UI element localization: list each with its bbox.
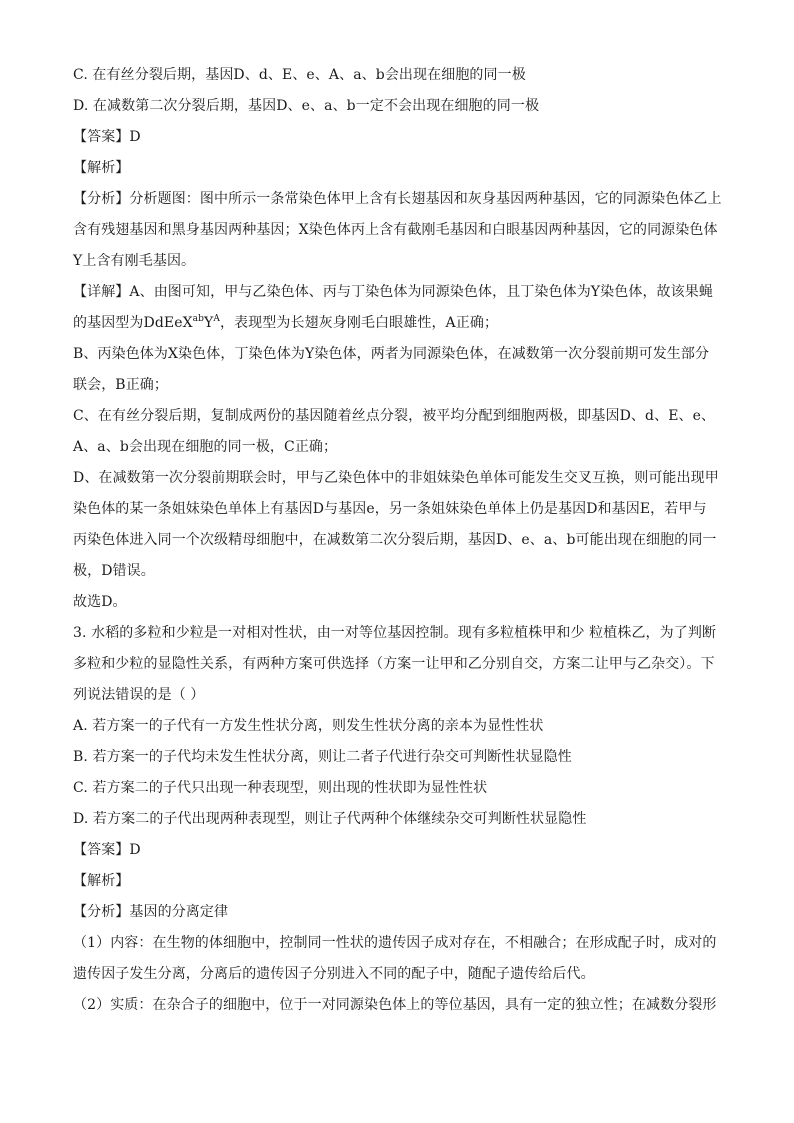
q3-stem-line: 列说法错误的是（ ） — [73, 687, 205, 703]
q3-option-a: A. 若方案一的子代有一方发生性状分离，则发生性状分离的亲本为显性性状 — [73, 718, 544, 734]
q2-option-d: D. 在减数第二次分裂后期，基因D、e、a、b一定不会出现在细胞的同一极 — [73, 98, 540, 114]
q2-detail-line: 丙染色体进入同一个次级精母细胞中，在减数第二次分裂后期，基因D、e、a、b可能出现在细胞的同一 — [73, 532, 717, 548]
q2-detail-line: 极，D错误。 — [73, 563, 155, 579]
q2-detail-a-line1: 【详解】A、由图可知，甲与乙染色体、丙与丁染色体为同源染色体，且丁染色体为Y染色体，故该果蝇 — [73, 284, 713, 300]
q2-option-c: C. 在有丝分裂后期，基因D、d、E、e、A、a、b会出现在细胞的同一极 — [73, 67, 526, 83]
q2-conclusion: 故选D。 — [73, 594, 127, 610]
q2-detail-line: D、在减数第一次分裂前期联会时，甲与乙染色体中的非姐妹染色单体可能发生交叉互换，则可能出现甲 — [73, 470, 719, 486]
q3-option-d: D. 若方案二的子代出现两种表现型，则让子代两种个体继续杂交可判断性状显隐性 — [73, 811, 587, 827]
q2-analysis-line: 含有残翅基因和黑身基因两种基因；X染色体丙上含有截刚毛基因和白眼基因两种基因，它的同源染色体 — [73, 222, 718, 238]
genotype-sup-ab: ab — [192, 314, 204, 324]
q3-analysis-line: 遗传因子发生分离，分离后的遗传因子分别进入不同的配子中，随配子遗传给后代。 — [73, 966, 595, 982]
q3-analysis-heading: 【解析】 — [73, 873, 130, 889]
genotype-prefix: 的基因型为DdEeX — [73, 315, 193, 331]
q2-detail-line: B、丙染色体为X染色体，丁染色体为Y染色体，两者为同源染色体，在减数第一次分裂前期可发生部分 — [73, 346, 710, 362]
q2-analysis-line: 【分析】分析题图：图中所示一条常染色体甲上含有长翅基因和灰身基因两种基因，它的同源染色体乙上 — [73, 191, 722, 207]
q3-analysis-line: （2）实质：在杂合子的细胞中，位于一对同源染色体上的等位基因，具有一定的独立性；在减数分裂形 — [73, 997, 717, 1013]
q3-option-b: B. 若方案一的子代均未发生性状分离，则让二者子代进行杂交可判断性状显隐性 — [73, 749, 572, 765]
genotype-sup-a: A — [213, 314, 220, 324]
genotype-suffix: ，表现型为长翅灰身刚毛白眼雄性，A正确； — [219, 315, 499, 331]
q2-detail-line: C、在有丝分裂后期，复制成两份的基因随着丝点分裂，被平均分配到细胞两极，即基因D、d、E、e、 — [73, 408, 716, 424]
q2-detail-a-line2 — [73, 308, 721, 339]
q2-analysis-line: Y上含有刚毛基因。 — [73, 253, 196, 269]
q3-analysis-line: （1）内容：在生物的体细胞中，控制同一性状的遗传因子成对存在，不相融合；在形成配子时，成对的 — [73, 935, 717, 951]
q3-stem-line: 多粒和少粒的显隐性关系，有两种方案可供选择（方案一让甲和乙分别自交，方案二让甲与乙杂交）。下 — [73, 656, 715, 672]
q3-answer: 【答案】D — [73, 842, 141, 858]
q2-analysis-heading: 【解析】 — [73, 160, 130, 176]
q3-option-c: C. 若方案二的子代只出现一种表现型，则出现的性状即为显性性状 — [73, 780, 488, 796]
document-page — [73, 60, 721, 1021]
q2-detail-line: 染色体的某一条姐妹染色单体上有基因D与基因e，另一条姐妹染色单体上仍是基因D和基因E，若甲与 — [73, 501, 707, 517]
q3-stem-line: 3. 水稻的多粒和少粒是一对相对性状，由一对等位基因控制。现有多粒植株甲和少 粒植株乙，为了判断 — [73, 625, 717, 641]
q3-analysis-line: 【分析】基因的分离定律 — [73, 904, 229, 920]
genotype-y: Y — [204, 315, 214, 331]
q2-detail-line: A、a、b会出现在细胞的同一极，C正确； — [73, 439, 338, 455]
q2-answer: 【答案】D — [73, 129, 141, 145]
q2-detail-line: 联会，B正确； — [73, 377, 168, 393]
